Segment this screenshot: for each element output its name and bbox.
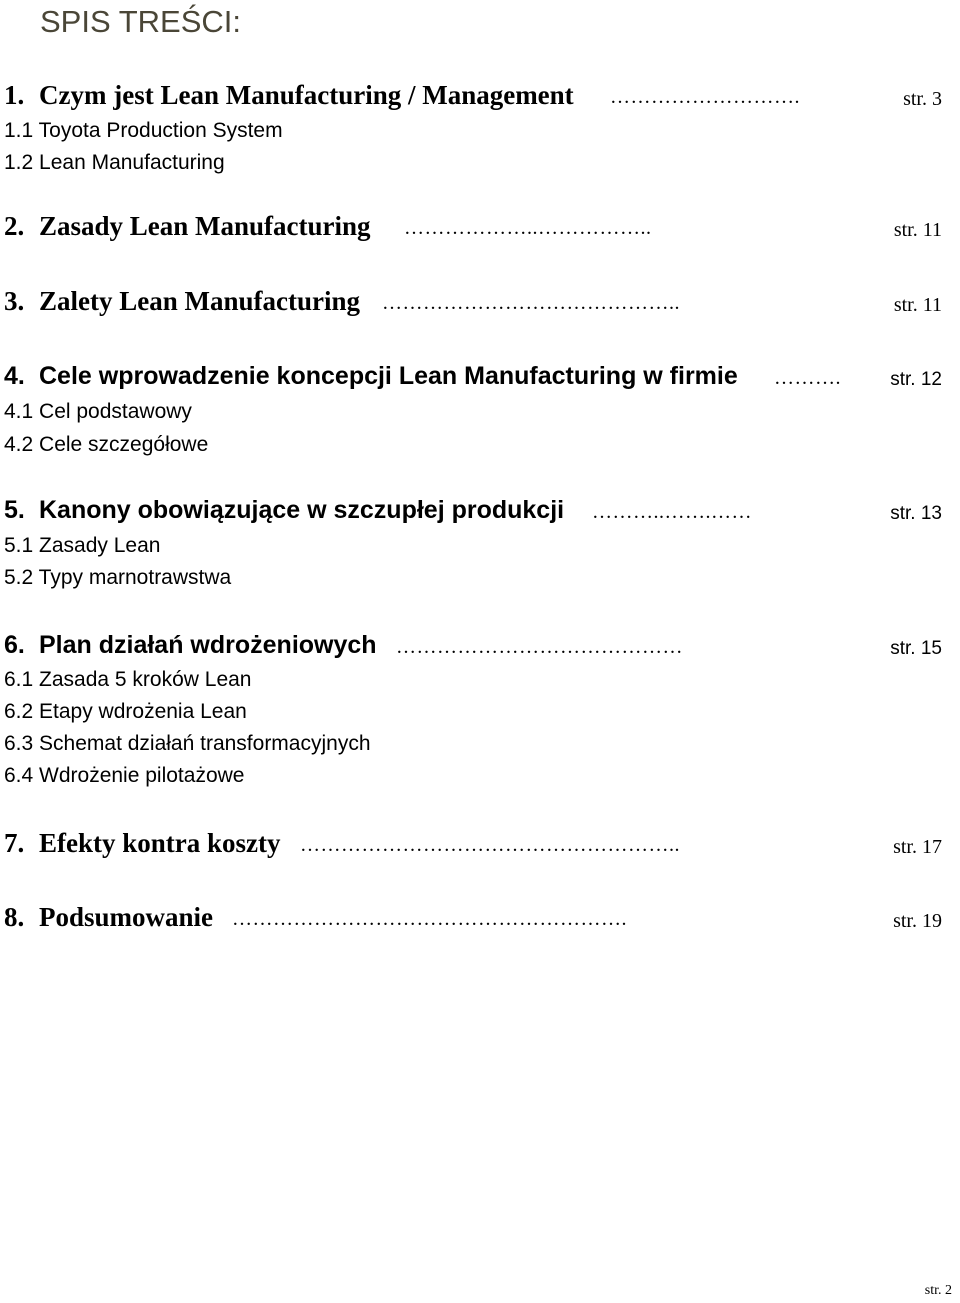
entry-number: 2.: [4, 211, 25, 241]
toc-subentry[interactable]: 1.1 Toyota Production System: [4, 119, 283, 142]
page-number-footer: str. 2: [924, 1283, 952, 1298]
entry-title: Cele wprowadzenie koncepcji Lean Manufacturing w firmie: [39, 362, 738, 390]
entry-number: 6.: [4, 631, 25, 659]
toc-subentry[interactable]: 6.2 Etapy wdrożenia Lean: [4, 700, 247, 723]
toc-entry-7[interactable]: [4, 828, 281, 859]
entry-number: 4.: [4, 362, 25, 390]
dot-leader: ………………..……………..: [404, 217, 652, 239]
entry-number: 8.: [4, 902, 25, 932]
toc-entry-8[interactable]: [4, 902, 213, 933]
toc-title: SPIS TREŚCI:: [40, 4, 241, 39]
entry-title: Zasady Lean Manufacturing: [39, 211, 371, 241]
toc-subentry[interactable]: 4.2 Cele szczegółowe: [4, 433, 209, 456]
entry-number: 1.: [4, 80, 25, 110]
entry-number: 7.: [4, 828, 25, 858]
dot-leader: ………..…….……: [592, 501, 752, 523]
dot-leader: ……….: [774, 367, 841, 389]
toc-subentry[interactable]: 1.2 Lean Manufacturing: [4, 151, 225, 174]
toc-subentry[interactable]: 6.4 Wdrożenie pilotażowe: [4, 764, 245, 787]
entry-title: Podsumowanie: [39, 902, 214, 932]
toc-entry-5[interactable]: [4, 496, 564, 525]
page-reference: str. 3: [903, 88, 942, 110]
page-reference: str. 17: [893, 836, 942, 858]
page-reference: str. 11: [893, 294, 942, 316]
page-reference: str. 13: [890, 503, 942, 524]
entry-number: 5.: [4, 496, 25, 524]
entry-number: 3.: [4, 286, 25, 316]
toc-entry-3[interactable]: [4, 286, 360, 317]
dot-leader: ……………………….: [610, 86, 800, 108]
page-reference: str. 19: [893, 910, 942, 932]
page-reference: str. 11: [893, 219, 942, 241]
entry-title: Plan działań wdrożeniowych: [39, 631, 377, 659]
toc-entry-2[interactable]: [4, 211, 371, 242]
toc-subentry[interactable]: 5.1 Zasady Lean: [4, 534, 161, 557]
entry-title: Zalety Lean Manufacturing: [39, 286, 360, 316]
toc-subentry[interactable]: 6.3 Schemat działań transformacyjnych: [4, 732, 371, 755]
toc-subentry[interactable]: 4.1 Cel podstawowy: [4, 400, 192, 423]
toc-entry-1[interactable]: [4, 80, 574, 111]
toc-entry-6[interactable]: [4, 631, 377, 660]
entry-title: Czym jest Lean Manufacturing / Management: [39, 80, 574, 110]
toc-subentry[interactable]: 6.1 Zasada 5 kroków Lean: [4, 668, 252, 691]
dot-leader: ………………………………………………..: [300, 834, 680, 856]
dot-leader: ………………………………………………….: [232, 908, 627, 930]
dot-leader: ……………………………………..: [382, 292, 680, 314]
page-reference: str. 12: [890, 369, 942, 390]
toc-entry-4[interactable]: [4, 362, 738, 391]
entry-title: Efekty kontra koszty: [39, 828, 281, 858]
entry-title: Kanony obowiązujące w szczupłej produkcji: [39, 496, 565, 524]
dot-leader: ……………………………………: [396, 636, 683, 658]
page-reference: str. 15: [890, 638, 942, 659]
toc-subentry[interactable]: 5.2 Typy marnotrawstwa: [4, 566, 232, 589]
